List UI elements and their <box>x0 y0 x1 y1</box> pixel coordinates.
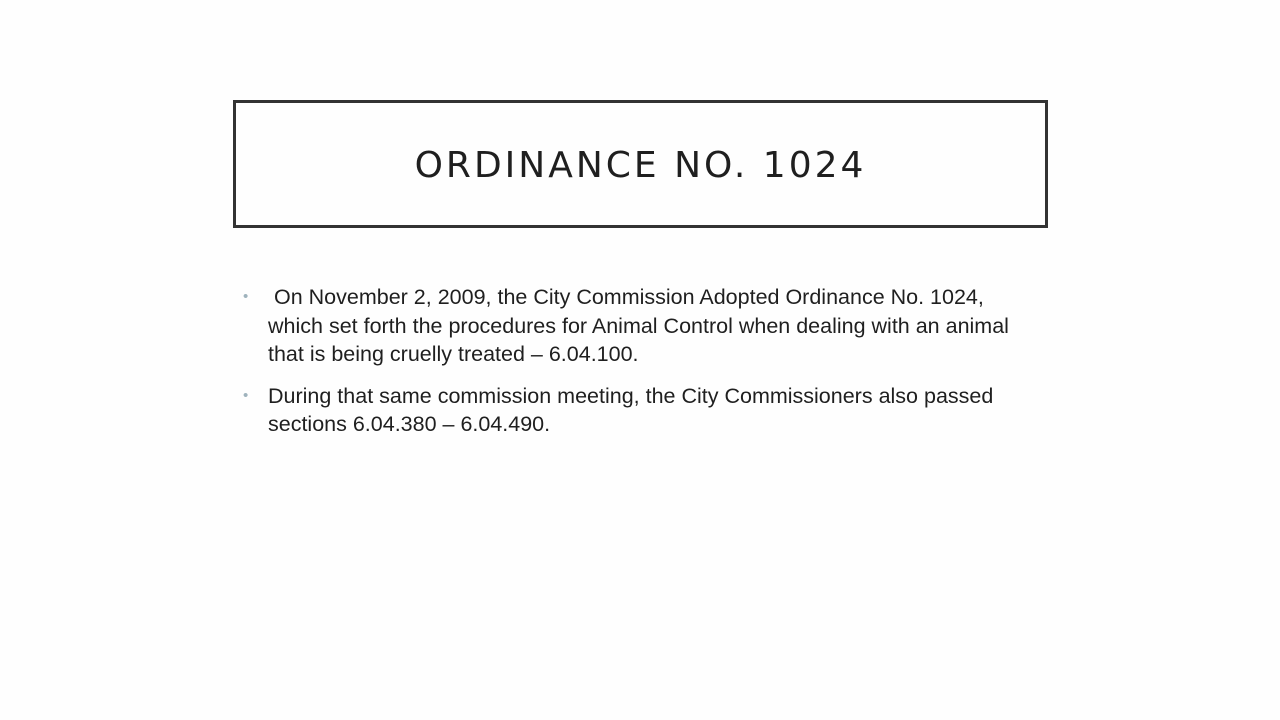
slide-title: ORDINANCE NO. 1024 <box>414 144 867 186</box>
slide-content <box>240 283 1030 452</box>
bullet-item-adopted-ordinance <box>240 283 1030 369</box>
bullet-icon: • <box>243 386 249 404</box>
bullet-text: During that same commission meeting, the City Commissioners also passed sections 6.04.380 – 6.04.490. <box>268 383 994 436</box>
bullet-icon: • <box>243 288 249 305</box>
title-box <box>233 100 1048 228</box>
bullet-text: On November 2, 2009, the City Commission Adopted Ordinance No. 1024, which set forth the procedures for Animal Control when dealing with an animal that is being cruelly treated – 6.04.100. <box>268 285 1015 366</box>
bullet-list <box>240 283 1030 439</box>
bullet-item-passed-sections <box>240 382 1030 439</box>
